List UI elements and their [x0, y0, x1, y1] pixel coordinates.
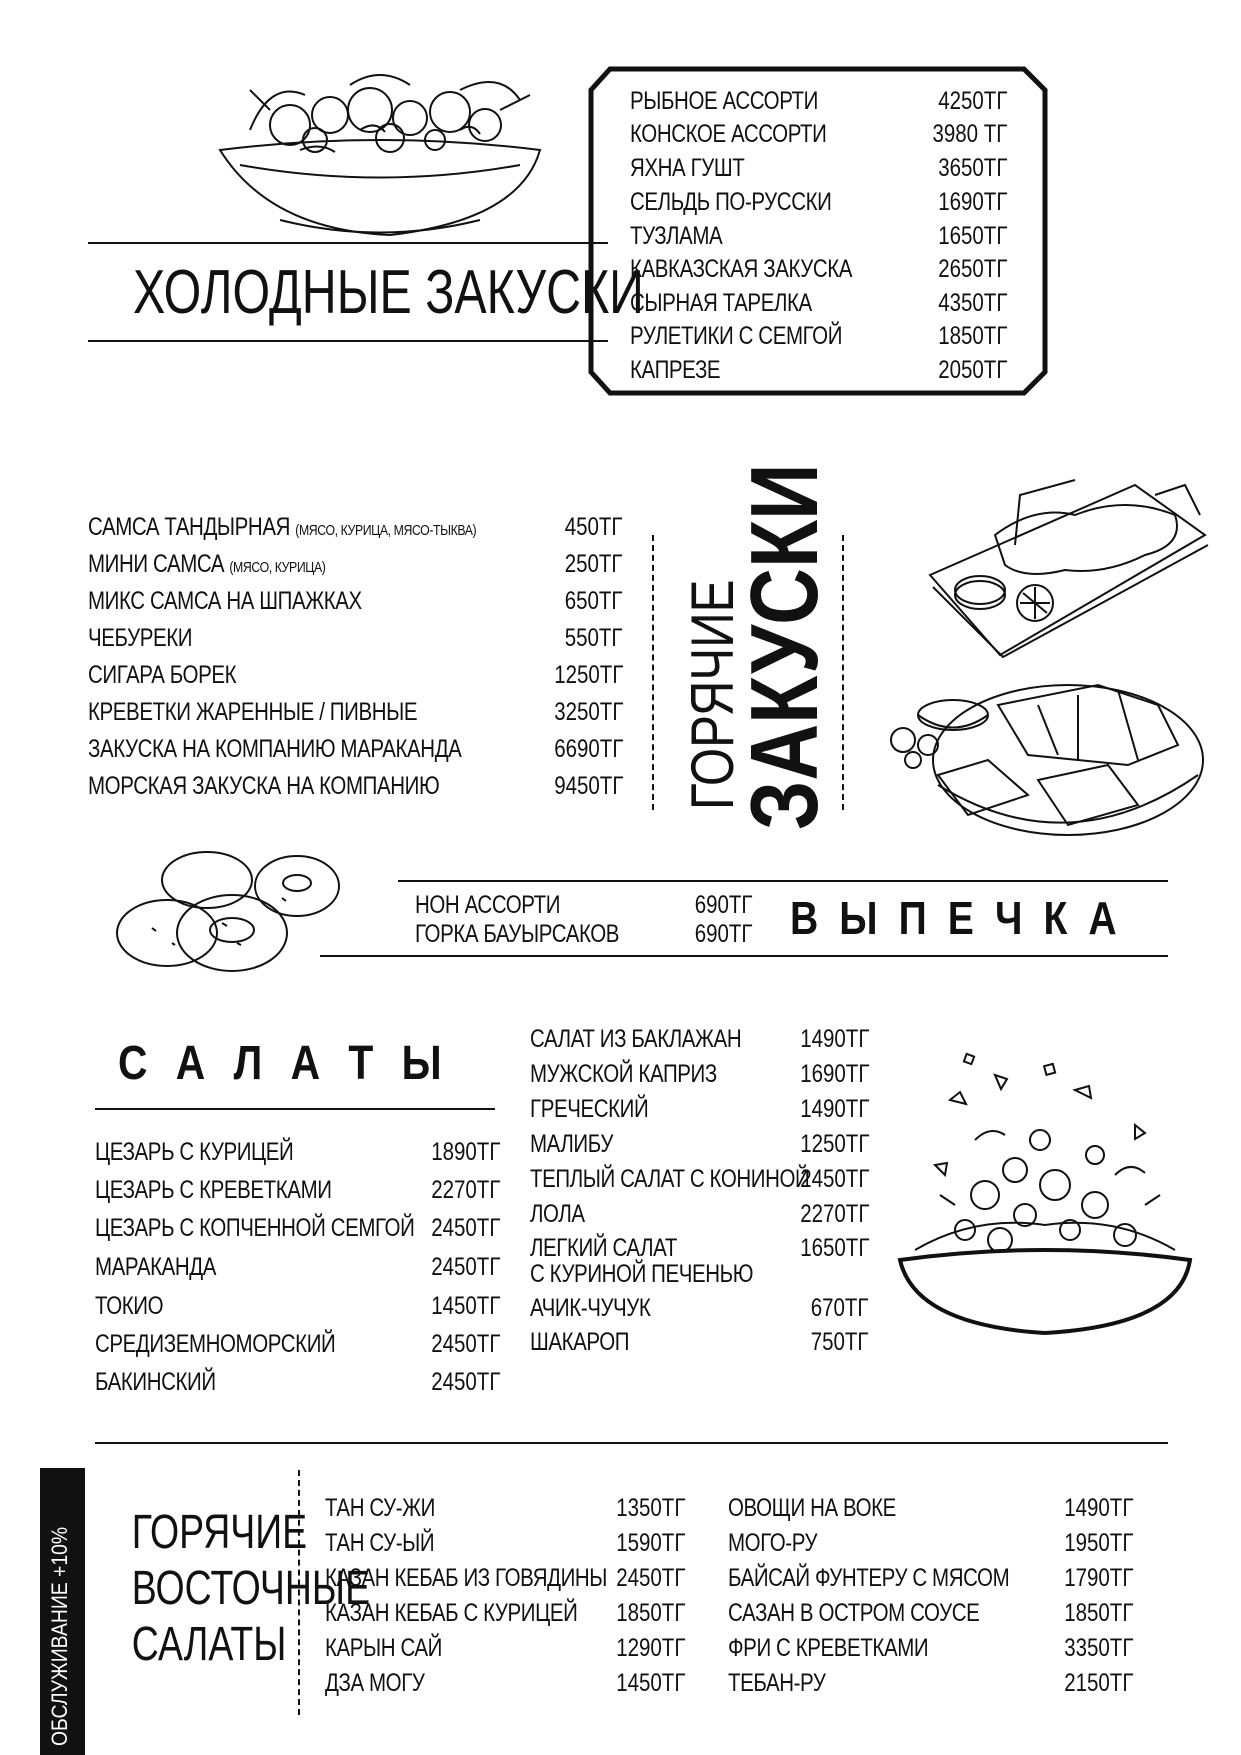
cold-item-8: РУЛЕТИКИ С СЕМГОЙ [630, 322, 843, 350]
eastern-right-6: ТЕБАН-РУ [728, 1669, 826, 1697]
salad-right-price-6: 2270ТГ [799, 1200, 869, 1228]
hot-price-3: 650ТГ [565, 587, 623, 615]
eastern-right-price-4: 1850ТГ [1063, 1599, 1133, 1627]
eastern-right-price-5: 3350ТГ [1063, 1634, 1133, 1662]
salad-right-6: ЛОЛА [530, 1200, 585, 1228]
hot-item-5: СИГАРА БОРЕК [88, 661, 237, 689]
cold-price-7: 4350ТГ [937, 289, 1007, 317]
service-charge-text: ОБСЛУЖИВАНИЕ +10% [47, 1526, 72, 1746]
eastern-title-line3: САЛАТЫ [131, 1618, 287, 1671]
eastern-left-4: КАЗАН КЕБАБ С КУРИЦЕЙ [325, 1599, 578, 1627]
cold-section-title: ХОЛОДНЫЕ ЗАКУСКИ [133, 258, 644, 327]
cheese-platter-illustration [878, 665, 1208, 850]
salad-right-price-8: 670ТГ [811, 1294, 869, 1322]
salad-right-8: АЧИК-ЧУЧУК [530, 1294, 651, 1322]
eastern-title-line1: ГОРЯЧИЕ [131, 1506, 308, 1559]
cold-item-3: ЯХНА ГУШТ [630, 154, 745, 182]
eastern-right-1: ОВОЩИ НА ВОКЕ [728, 1494, 896, 1522]
salad-left-2: ЦЕЗАРЬ С КРЕВЕТКАМИ [95, 1176, 332, 1204]
eastern-left-6: ДЗА МОГУ [325, 1669, 425, 1697]
salad-left-price-6: 2450ТГ [430, 1330, 500, 1358]
eastern-title-line2: ВОСТОЧНЫЕ [131, 1562, 371, 1615]
salad-right-price-3: 1490ТГ [799, 1095, 869, 1123]
tossed-salad-bowl-illustration [895, 1045, 1195, 1335]
hot-item-4: ЧЕБУРЕКИ [88, 624, 193, 652]
hot-item-1-note: (МЯСО, КУРИЦА, МЯСО-ТЫКВА) [295, 522, 477, 539]
hot-item-6: КРЕВЕТКИ ЖАРЕННЫЕ / ПИВНЫЕ [88, 698, 418, 726]
hot-item-8: МОРСКАЯ ЗАКУСКА НА КОМПАНИЮ [88, 772, 440, 800]
salad-right-7-line2: С КУРИНОЙ ПЕЧЕНЬЮ [530, 1260, 754, 1288]
bakery-title: В Ы П Е Ч К А [790, 892, 1122, 944]
eastern-right-price-2: 1950ТГ [1063, 1529, 1133, 1557]
salad-left-price-3: 2450ТГ [430, 1214, 500, 1242]
hot-price-7: 6690ТГ [553, 735, 623, 763]
salad-right-price-1: 1490ТГ [799, 1025, 869, 1053]
service-charge-banner [40, 1468, 85, 1755]
hot-price-1: 450ТГ [565, 513, 623, 541]
eastern-left-3: КАЗАН КЕБАБ ИЗ ГОВЯДИНЫ [325, 1564, 608, 1592]
hot-item-2 [88, 552, 325, 577]
salad-left-price-5: 1450ТГ [430, 1292, 500, 1320]
eastern-right-3: БАЙСАЙ ФУНТЕРУ С МЯСОМ [728, 1564, 1010, 1592]
hot-price-8: 9450ТГ [553, 772, 623, 800]
cold-price-5: 1650ТГ [937, 222, 1007, 250]
salad-right-1: САЛАТ ИЗ БАКЛАЖАН [530, 1025, 742, 1053]
hot-price-4: 550ТГ [565, 624, 623, 652]
salad-left-7: БАКИНСКИЙ [95, 1368, 216, 1396]
cold-item-9: КАПРЕЗЕ [630, 356, 721, 384]
cold-price-4: 1690ТГ [937, 188, 1007, 216]
hot-price-2: 250ТГ [565, 550, 623, 578]
cold-item-7: СЫРНАЯ ТАРЕЛКА [630, 289, 812, 317]
eastern-left-price-5: 1290ТГ [615, 1634, 685, 1662]
hot-item-2-name: МИНИ САМСА [88, 550, 225, 578]
cold-item-5: ТУЗЛАМА [630, 222, 723, 250]
hot-title [665, 463, 838, 830]
cold-price-9: 2050ТГ [937, 356, 1007, 384]
eastern-divider [298, 1470, 300, 1715]
salad-right-5: ТЕПЛЫЙ САЛАТ С КОНИНОЙ [530, 1165, 810, 1193]
bakery-item-1: НОН АССОРТИ [415, 891, 561, 919]
hot-item-1-name: САМСА ТАНДЫРНАЯ [88, 513, 290, 541]
hot-price-5: 1250ТГ [553, 661, 623, 689]
bakery-item-2: ГОРКА БАУЫРСАКОВ [415, 920, 620, 948]
salad-right-2: МУЖСКОЙ КАПРИЗ [530, 1060, 717, 1088]
cold-price-2: 3980 ТГ [932, 120, 1007, 148]
salad-left-price-2: 2270ТГ [430, 1176, 500, 1204]
hot-divider-left [652, 535, 654, 810]
eastern-left-price-3: 2450ТГ [615, 1564, 685, 1592]
bakery-bottom-rule [320, 955, 1168, 957]
hot-price-6: 3250ТГ [553, 698, 623, 726]
eastern-top-rule [95, 1442, 1168, 1444]
cold-item-2: КОНСКОЕ АССОРТИ [630, 120, 827, 148]
salad-left-5: ТОКИО [95, 1292, 164, 1320]
salad-right-price-9: 750ТГ [811, 1328, 869, 1356]
cold-item-6: КАВКАЗСКАЯ ЗАКУСКА [630, 255, 853, 283]
eastern-left-price-6: 1450ТГ [615, 1669, 685, 1697]
bakery-price-1: 690ТГ [695, 891, 753, 919]
hot-item-7: ЗАКУСКА НА КОМПАНИЮ МАРАКАНДА [88, 735, 462, 763]
eastern-right-2: МОГО-РУ [728, 1529, 818, 1557]
salad-left-price-7: 2450ТГ [430, 1368, 500, 1396]
eastern-right-4: САЗАН В ОСТРОМ СОУСЕ [728, 1599, 980, 1627]
hot-title-line2: ЗАКУСКИ [731, 463, 838, 830]
salad-right-9: ШАКАРОП [530, 1328, 630, 1356]
chicken-wings-board-illustration [925, 475, 1210, 660]
baursaki-illustration [112, 838, 382, 973]
eastern-left-price-4: 1850ТГ [615, 1599, 685, 1627]
eastern-right-price-3: 1790ТГ [1063, 1564, 1133, 1592]
salad-right-price-2: 1690ТГ [799, 1060, 869, 1088]
salad-left-price-4: 2450ТГ [430, 1253, 500, 1281]
bakery-top-rule [398, 880, 1168, 882]
eastern-left-1: ТАН СУ-ЖИ [325, 1494, 435, 1522]
hot-divider-right [842, 535, 844, 810]
hot-item-1 [88, 515, 476, 540]
cold-price-1: 4250ТГ [937, 87, 1007, 115]
cold-price-3: 3650ТГ [937, 154, 1007, 182]
hot-item-2-note: (МЯСО, КУРИЦА) [229, 559, 326, 576]
hot-item-3: МИКС САМСА НА ШПАЖКАХ [88, 587, 362, 615]
eastern-right-price-1: 1490ТГ [1063, 1494, 1133, 1522]
bakery-price-2: 690ТГ [695, 920, 753, 948]
salad-left-4: МАРАКАНДА [95, 1253, 217, 1281]
salad-bowl-illustration [210, 70, 550, 245]
salads-title: С А Л А Т Ы [118, 1037, 451, 1090]
eastern-right-5: ФРИ С КРЕВЕТКАМИ [728, 1634, 929, 1662]
eastern-title [90, 1505, 371, 1673]
salad-right-4: МАЛИБУ [530, 1130, 613, 1158]
eastern-left-2: ТАН СУ-ЫЙ [325, 1529, 435, 1557]
salad-left-6: СРЕДИЗЕМНОМОРСКИЙ [95, 1330, 336, 1358]
cold-title-bottom-rule [88, 340, 608, 342]
cold-item-1: РЫБНОЕ АССОРТИ [630, 87, 818, 115]
eastern-left-price-1: 1350ТГ [615, 1494, 685, 1522]
cold-title-top-rule [88, 242, 608, 244]
salad-right-price-4: 1250ТГ [799, 1130, 869, 1158]
hot-title-line1: ГОРЯЧИЕ [679, 579, 746, 810]
salad-right-7: ЛЕГКИЙ САЛАТ [530, 1234, 677, 1262]
salads-title-rule [95, 1108, 495, 1110]
salad-right-price-5: 2450ТГ [799, 1165, 869, 1193]
eastern-left-price-2: 1590ТГ [615, 1529, 685, 1557]
salad-left-3: ЦЕЗАРЬ С КОПЧЕННОЙ СЕМГОЙ [95, 1214, 415, 1242]
salad-left-price-1: 1890ТГ [430, 1138, 500, 1166]
eastern-left-5: КАРЫН САЙ [325, 1634, 443, 1662]
cold-price-8: 1850ТГ [937, 322, 1007, 350]
salad-right-price-7: 1650ТГ [799, 1234, 869, 1262]
eastern-right-price-6: 2150ТГ [1063, 1669, 1133, 1697]
salad-left-1: ЦЕЗАРЬ С КУРИЦЕЙ [95, 1138, 294, 1166]
salad-right-3: ГРЕЧЕСКИЙ [530, 1095, 649, 1123]
cold-item-4: СЕЛЬДЬ ПО-РУССКИ [630, 188, 832, 216]
cold-price-6: 2650ТГ [937, 255, 1007, 283]
